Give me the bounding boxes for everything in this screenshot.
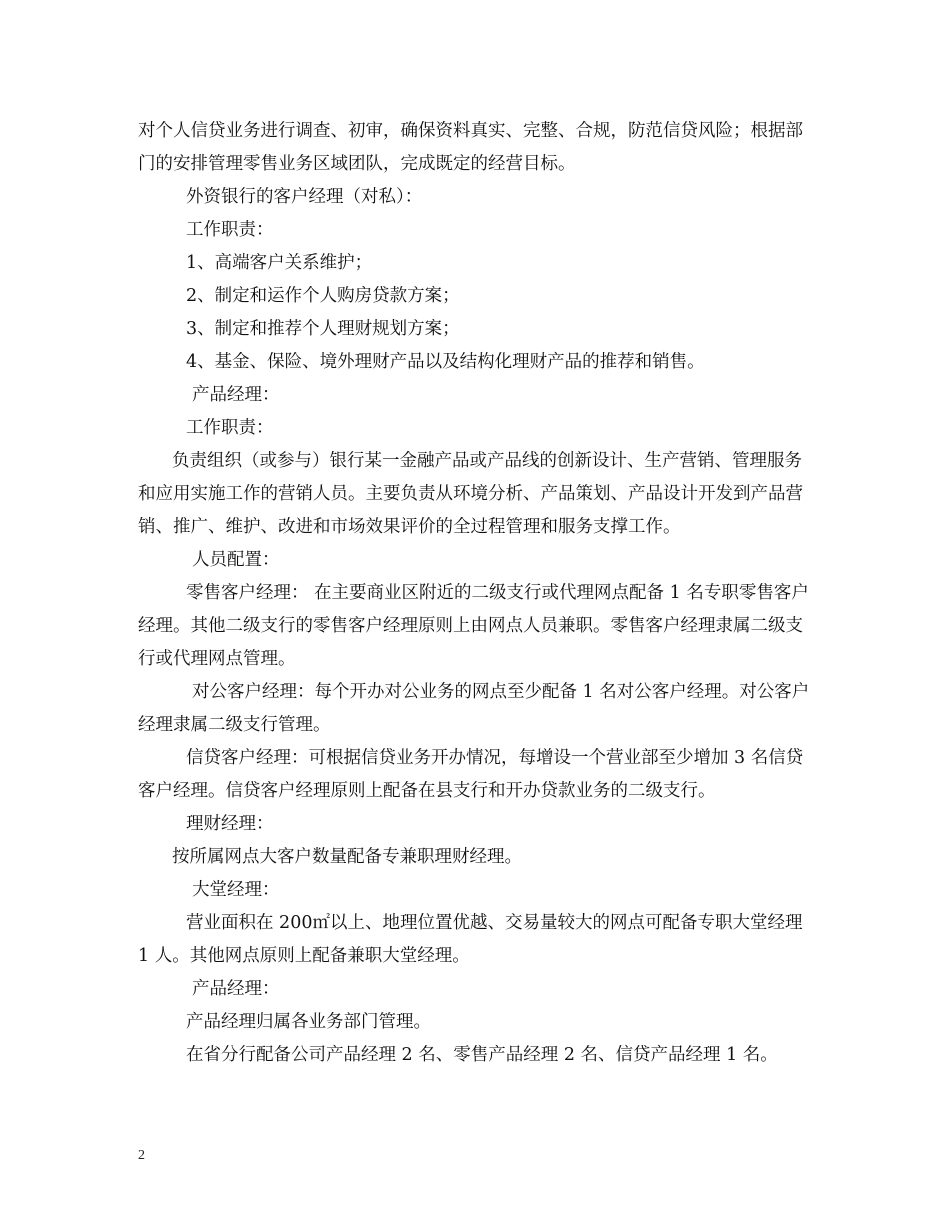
list-item-2: 2、制定和运作个人购房贷款方案； bbox=[186, 286, 460, 306]
list-item-4: 4、基金、保险、境外理财产品以及结构化理财产品的推荐和销售。 bbox=[186, 352, 705, 372]
paragraph-product-manager-duties: 负责组织（或参与）银行某一金融产品或产品线的创新设计、生产营销、管理服务和应用实施工作的营销人员。主要负责从环境分析、产品策划、产品设计开发到产品营销、推广、维护、改进和市场效果评价的全过程管理和服务支撑工作。 bbox=[138, 451, 803, 537]
heading-job-duties: 工作职责： bbox=[186, 220, 274, 240]
heading-lobby-manager: 大堂经理： bbox=[192, 880, 280, 900]
paragraph-wealth-manager: 按所属网点大客户数量配备专兼职理财经理。 bbox=[172, 847, 522, 867]
document-body bbox=[138, 115, 818, 1072]
paragraph-credit-manager: 信贷客户经理：可根据信贷业务开办情况，每增设一个营业部至少增加 3 名信贷客户经理。信贷客户经理原则上配备在县支行和开办贷款业务的二级支行。 bbox=[138, 748, 804, 801]
paragraph-product-manager-staffing: 在省分行配备公司产品经理 2 名、零售产品经理 2 名、信贷产品经理 1 名。 bbox=[186, 1045, 778, 1065]
heading-foreign-bank-manager: 外资银行的客户经理（对私）： bbox=[186, 187, 423, 207]
paragraph-retail-manager: 零售客户经理： 在主要商业区附近的二级支行或代理网点配备 1 名专职零售客户经理。其他二级支行的零售客户经理原则上由网点人员兼职。零售客户经理隶属二级支行或代理网点管理。 bbox=[138, 583, 809, 669]
heading-job-duties-2: 工作职责： bbox=[186, 418, 274, 438]
paragraph-credit-duties: 对个人信贷业务进行调查、初审，确保资料真实、完整、合规，防范信贷风险；根据部门的安排管理零售业务区域团队，完成既定的经营目标。 bbox=[138, 121, 803, 174]
heading-product-manager-2: 产品经理： bbox=[192, 979, 280, 999]
paragraph-corporate-manager: 对公客户经理：每个开办对公业务的网点至少配备 1 名对公客户经理。对公客户经理隶属二级支行管理。 bbox=[138, 682, 810, 735]
list-item-1: 1、高端客户关系维护； bbox=[186, 253, 373, 273]
page-number: 2 bbox=[138, 1148, 145, 1163]
heading-product-manager: 产品经理： bbox=[192, 385, 280, 405]
paragraph-lobby-manager: 营业面积在 200㎡以上、地理位置优越、交易量较大的网点可配备专职大堂经理 1 人。其他网点原则上配备兼职大堂经理。 bbox=[138, 913, 803, 966]
paragraph-product-manager-affiliation: 产品经理归属各业务部门管理。 bbox=[186, 1012, 431, 1032]
list-item-3: 3、制定和推荐个人理财规划方案； bbox=[186, 319, 460, 339]
heading-staffing: 人员配置： bbox=[192, 550, 280, 570]
heading-wealth-manager: 理财经理： bbox=[186, 814, 274, 834]
